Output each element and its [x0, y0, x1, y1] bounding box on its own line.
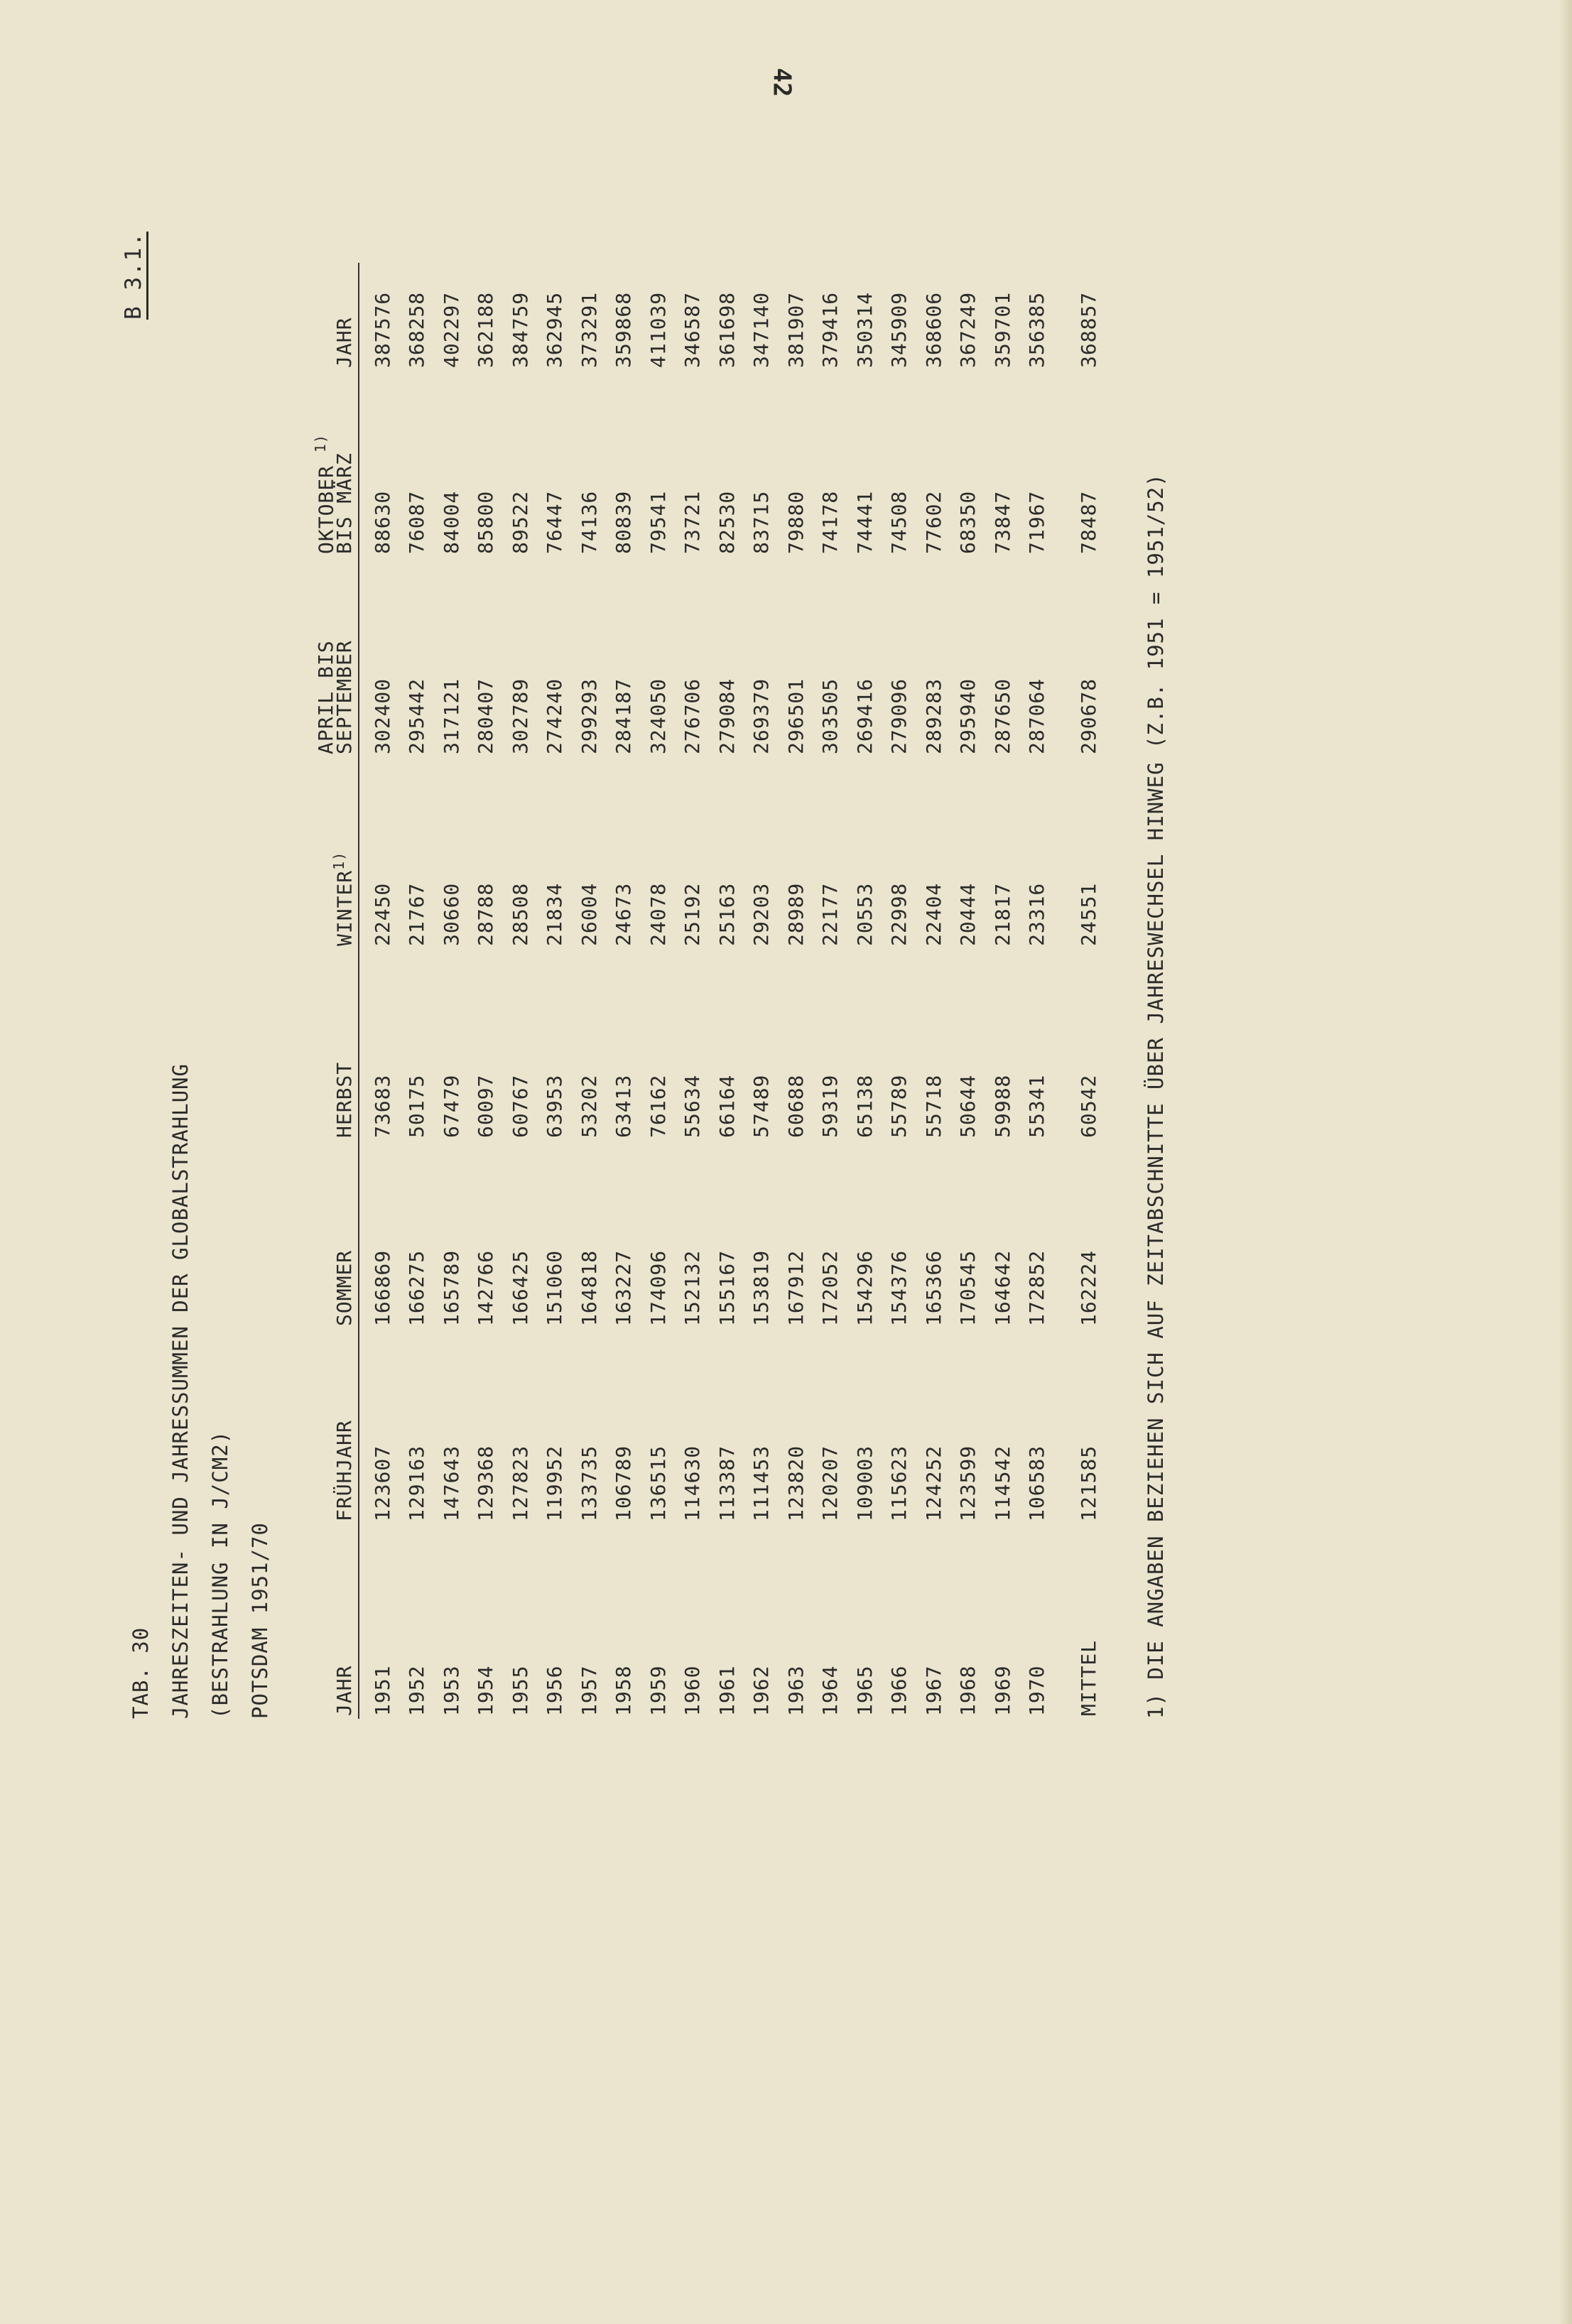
- table-cell: 78487: [1076, 490, 1100, 554]
- table-cell: 164642: [990, 1249, 1014, 1326]
- table-cell: 26004: [577, 882, 601, 946]
- table-cell: 152132: [681, 1249, 705, 1326]
- table-cell: 109003: [852, 1445, 877, 1521]
- table-row: [434, 263, 469, 1719]
- table-cell: 80839: [612, 490, 636, 554]
- table-cell: 57489: [749, 1074, 774, 1138]
- table-cell: 147643: [439, 1445, 463, 1521]
- table-cell: 121585: [1076, 1445, 1100, 1521]
- spacer-cell: [1054, 263, 1071, 1719]
- table-cell: 77602: [921, 490, 945, 554]
- table-cell: 295442: [405, 678, 429, 754]
- table-cell: 28989: [784, 882, 808, 946]
- table-row: [538, 263, 573, 1719]
- radiation-table: [286, 263, 1106, 1719]
- table-cell: 60688: [784, 1074, 808, 1138]
- page-edge: [1559, 0, 1572, 2324]
- table-cell: 1957: [577, 1665, 601, 1716]
- april-label-line1: APRIL BIS: [314, 640, 337, 754]
- table-cell: 74508: [887, 490, 911, 554]
- table-cell: 356385: [1025, 291, 1049, 368]
- table-cell: 120207: [818, 1445, 842, 1521]
- table-cell: 295940: [956, 678, 980, 754]
- table-cell: 165366: [921, 1249, 945, 1326]
- table-cell: 368606: [921, 291, 945, 368]
- table-cell: 129368: [474, 1445, 498, 1521]
- table-cell: 153819: [749, 1249, 774, 1326]
- table-cell: 411039: [646, 291, 670, 368]
- table-cell: 25163: [715, 882, 739, 946]
- mean-row: [1071, 263, 1106, 1719]
- table-cell: 136515: [646, 1445, 670, 1521]
- table-cell: 1962: [749, 1665, 774, 1716]
- table-cell: 55718: [921, 1074, 945, 1138]
- table-cell: 1951: [370, 1665, 394, 1716]
- table-row: [359, 263, 400, 1719]
- table-cell: 28788: [474, 882, 498, 946]
- table-row: [985, 263, 1020, 1719]
- table-cell: 50644: [956, 1074, 980, 1138]
- table-cell: 123607: [370, 1445, 394, 1521]
- page-number: 42: [767, 67, 796, 97]
- table-row: [779, 263, 813, 1719]
- table-cell: 114630: [681, 1445, 705, 1521]
- col-header-jahr: JAHR: [286, 1524, 359, 1719]
- col-header-herbst: HERBST: [286, 949, 359, 1141]
- table-cell: 119952: [543, 1445, 567, 1521]
- col-header-oktober-maerz: [286, 371, 359, 557]
- table-cell: 274240: [543, 678, 567, 754]
- table-cell: 317121: [439, 678, 463, 754]
- table-cell: 113387: [715, 1445, 739, 1521]
- table-cell: 350314: [852, 291, 877, 368]
- table-cell: 1959: [646, 1665, 670, 1716]
- table-cell: 1952: [405, 1665, 429, 1716]
- rotated-table-page: [121, 142, 1272, 1719]
- table-cell: 172852: [1025, 1249, 1049, 1326]
- table-cell: 279084: [715, 678, 739, 754]
- table-cell: 166425: [508, 1249, 532, 1326]
- table-cell: 89522: [508, 490, 532, 554]
- footnote: 1) DIE ANGABEN BEZIEHEN SICH AUF ZEITABSCHNITTE ÜBER JAHRESWECHSEL HINWEG (Z.B. 1951 = 1951/52): [1144, 473, 1168, 1719]
- table-cell: 59988: [990, 1074, 1014, 1138]
- table-cell: 85800: [474, 490, 498, 554]
- table-cell: 167912: [784, 1249, 808, 1326]
- table-row: [916, 263, 951, 1719]
- table-cell: 53202: [577, 1074, 601, 1138]
- table-cell: 21817: [990, 882, 1014, 946]
- col-header-fruehjahr: FRÜHJAHR: [286, 1329, 359, 1524]
- table-cell: 20553: [852, 882, 877, 946]
- table-cell: 55634: [681, 1074, 705, 1138]
- table-cell: 67479: [439, 1074, 463, 1138]
- table-cell: 60542: [1076, 1074, 1100, 1138]
- table-cell: 22177: [818, 882, 842, 946]
- table-cell: 21834: [543, 882, 567, 946]
- table-cell: 123820: [784, 1445, 808, 1521]
- table-cell: 142766: [474, 1249, 498, 1326]
- table-cell: 22404: [921, 882, 945, 946]
- table-cell: 287064: [1025, 678, 1049, 754]
- table-cell: 24673: [612, 882, 636, 946]
- table-cell: 20444: [956, 882, 980, 946]
- table-cell: 76162: [646, 1074, 670, 1138]
- table-body: [359, 263, 1106, 1719]
- table-label: TAB. 30: [129, 1627, 153, 1719]
- table-header-row: [286, 263, 359, 1719]
- table-subtitle: (BESTRAHLUNG IN J/CM2): [208, 1430, 232, 1719]
- row-spacer: [1054, 263, 1071, 1719]
- table-cell: 359868: [612, 291, 636, 368]
- col-header-jahressumme: JAHR: [286, 263, 359, 371]
- table-cell: 345909: [887, 291, 911, 368]
- table-cell: 151060: [543, 1249, 567, 1326]
- table-cell: 296501: [784, 678, 808, 754]
- table-cell: 76447: [543, 490, 567, 554]
- table-cell: 368258: [405, 291, 429, 368]
- table-cell: 63953: [543, 1074, 567, 1138]
- table-cell: 155167: [715, 1249, 739, 1326]
- table-cell: 279096: [887, 678, 911, 754]
- table-cell: 79541: [646, 490, 670, 554]
- table-cell: 25192: [681, 882, 705, 946]
- table-cell: 22450: [370, 882, 394, 946]
- table-cell: 387576: [370, 291, 394, 368]
- table-cell: 384759: [508, 291, 532, 368]
- table-cell: 115623: [887, 1445, 911, 1521]
- table-cell: 280407: [474, 678, 498, 754]
- col-header-winter: [286, 757, 359, 949]
- table-cell: 63413: [612, 1074, 636, 1138]
- table-cell: 284187: [612, 678, 636, 754]
- table-cell: 129163: [405, 1445, 429, 1521]
- table-cell: 154376: [887, 1249, 911, 1326]
- table-cell: 73847: [990, 490, 1014, 554]
- table-row: [847, 263, 882, 1719]
- table-cell: 84004: [439, 490, 463, 554]
- table-cell: 74136: [577, 490, 601, 554]
- table-cell: 28508: [508, 882, 532, 946]
- table-cell: 302789: [508, 678, 532, 754]
- table-cell: 79880: [784, 490, 808, 554]
- table-cell: 71967: [1025, 490, 1049, 554]
- table-cell: MITTEL: [1076, 1639, 1100, 1716]
- table-cell: 164818: [577, 1249, 601, 1326]
- table-row: [951, 263, 986, 1719]
- table-cell: 361698: [715, 291, 739, 368]
- table-row: [469, 263, 504, 1719]
- table-cell: 362945: [543, 291, 567, 368]
- table-cell: 1968: [956, 1665, 980, 1716]
- table-cell: 379416: [818, 291, 842, 368]
- table-cell: 127823: [508, 1445, 532, 1521]
- table-cell: 1960: [681, 1665, 705, 1716]
- table-cell: 88630: [370, 490, 394, 554]
- oktober-label-line1: OKTOBER: [314, 465, 337, 554]
- table-title: JAHRESZEITEN- UND JAHRESSUMMEN DER GLOBALSTRAHLUNG: [168, 1063, 193, 1719]
- table-row: [813, 263, 848, 1719]
- oktober-label-line2: BIS MÄRZ: [332, 452, 356, 554]
- table-cell: 362188: [474, 291, 498, 368]
- table-row: [1020, 263, 1055, 1719]
- table-cell: 163227: [612, 1249, 636, 1326]
- table-heading: [121, 1063, 280, 1719]
- table-cell: 359701: [990, 291, 1014, 368]
- table-cell: 22998: [887, 882, 911, 946]
- section-reference: B 3.1.: [121, 232, 146, 320]
- table-cell: 299293: [577, 678, 601, 754]
- table-row: [572, 263, 607, 1719]
- table-cell: 165789: [439, 1249, 463, 1326]
- table-cell: 74178: [818, 490, 842, 554]
- table-cell: 367249: [956, 291, 980, 368]
- table-cell: 154296: [852, 1249, 877, 1326]
- table-cell: 59319: [818, 1074, 842, 1138]
- table-cell: 269379: [749, 678, 774, 754]
- table-cell: 302400: [370, 678, 394, 754]
- table-cell: 373291: [577, 291, 601, 368]
- station-period: POTSDAM 1951/70: [248, 1522, 272, 1719]
- col-header-april-september: [286, 557, 359, 757]
- table-cell: 66164: [715, 1074, 739, 1138]
- table-cell: 74441: [852, 490, 877, 554]
- table-cell: 346587: [681, 291, 705, 368]
- table-cell: 50175: [405, 1074, 429, 1138]
- table-cell: 1954: [474, 1665, 498, 1716]
- table-row: [744, 263, 779, 1719]
- table-cell: 124252: [921, 1445, 945, 1521]
- table-cell: 106583: [1025, 1445, 1049, 1521]
- table-cell: 114542: [990, 1445, 1014, 1521]
- table-cell: 24551: [1076, 882, 1100, 946]
- table-row: [400, 263, 435, 1719]
- table-cell: 23316: [1025, 882, 1049, 946]
- table-cell: 133735: [577, 1445, 601, 1521]
- table-cell: 324050: [646, 678, 670, 754]
- table-cell: 24078: [646, 882, 670, 946]
- table-cell: 1969: [990, 1665, 1014, 1716]
- table-cell: 68350: [956, 490, 980, 554]
- table-cell: 276706: [681, 678, 705, 754]
- table-row: [607, 263, 641, 1719]
- april-label-line2: SEPTEMBER: [332, 640, 356, 754]
- table-cell: 381907: [784, 291, 808, 368]
- table-cell: 29203: [749, 882, 774, 946]
- table-row: [882, 263, 917, 1719]
- table-cell: 1965: [852, 1665, 877, 1716]
- table-cell: 1956: [543, 1665, 567, 1716]
- table-cell: 368857: [1076, 291, 1100, 368]
- table-cell: 303505: [818, 678, 842, 754]
- table-cell: 402297: [439, 291, 463, 368]
- table-cell: 123599: [956, 1445, 980, 1521]
- table-row: [641, 263, 676, 1719]
- table-cell: 111453: [749, 1445, 774, 1521]
- table-cell: 83715: [749, 490, 774, 554]
- col-header-sommer: SOMMER: [286, 1141, 359, 1329]
- table-cell: 1953: [439, 1665, 463, 1716]
- table-row: [503, 263, 538, 1719]
- table-cell: 73721: [681, 490, 705, 554]
- table-cell: 172052: [818, 1249, 842, 1326]
- oktober-footnote-mark: 1): [311, 434, 329, 453]
- table-cell: 21767: [405, 882, 429, 946]
- table-row: [710, 263, 744, 1719]
- table-cell: 1970: [1025, 1665, 1049, 1716]
- table-cell: 290678: [1076, 678, 1100, 754]
- table-cell: 30660: [439, 882, 463, 946]
- table-cell: 287650: [990, 678, 1014, 754]
- table-cell: 347140: [749, 291, 774, 368]
- table-cell: 60767: [508, 1074, 532, 1138]
- table-cell: 1966: [887, 1665, 911, 1716]
- table-cell: 170545: [956, 1249, 980, 1326]
- table-cell: 269416: [852, 678, 877, 754]
- table-cell: 73683: [370, 1074, 394, 1138]
- table-cell: 1963: [784, 1665, 808, 1716]
- table-cell: 60097: [474, 1074, 498, 1138]
- table-cell: 55341: [1025, 1074, 1049, 1138]
- table-cell: 1955: [508, 1665, 532, 1716]
- table-cell: 166869: [370, 1249, 394, 1326]
- table-cell: 166275: [405, 1249, 429, 1326]
- table-cell: 1964: [818, 1665, 842, 1716]
- table-cell: 162224: [1076, 1249, 1100, 1326]
- table-cell: 174096: [646, 1249, 670, 1326]
- table-cell: 65138: [852, 1074, 877, 1138]
- table-cell: 1961: [715, 1665, 739, 1716]
- table-cell: 76087: [405, 490, 429, 554]
- table-cell: 1967: [921, 1665, 945, 1716]
- table-cell: 1958: [612, 1665, 636, 1716]
- table-cell: 106789: [612, 1445, 636, 1521]
- winter-footnote-mark: 1): [330, 851, 347, 870]
- table-row: [676, 263, 710, 1719]
- table-cell: 289283: [921, 678, 945, 754]
- table-cell: 55789: [887, 1074, 911, 1138]
- winter-label: WINTER: [332, 869, 356, 946]
- table-cell: 82530: [715, 490, 739, 554]
